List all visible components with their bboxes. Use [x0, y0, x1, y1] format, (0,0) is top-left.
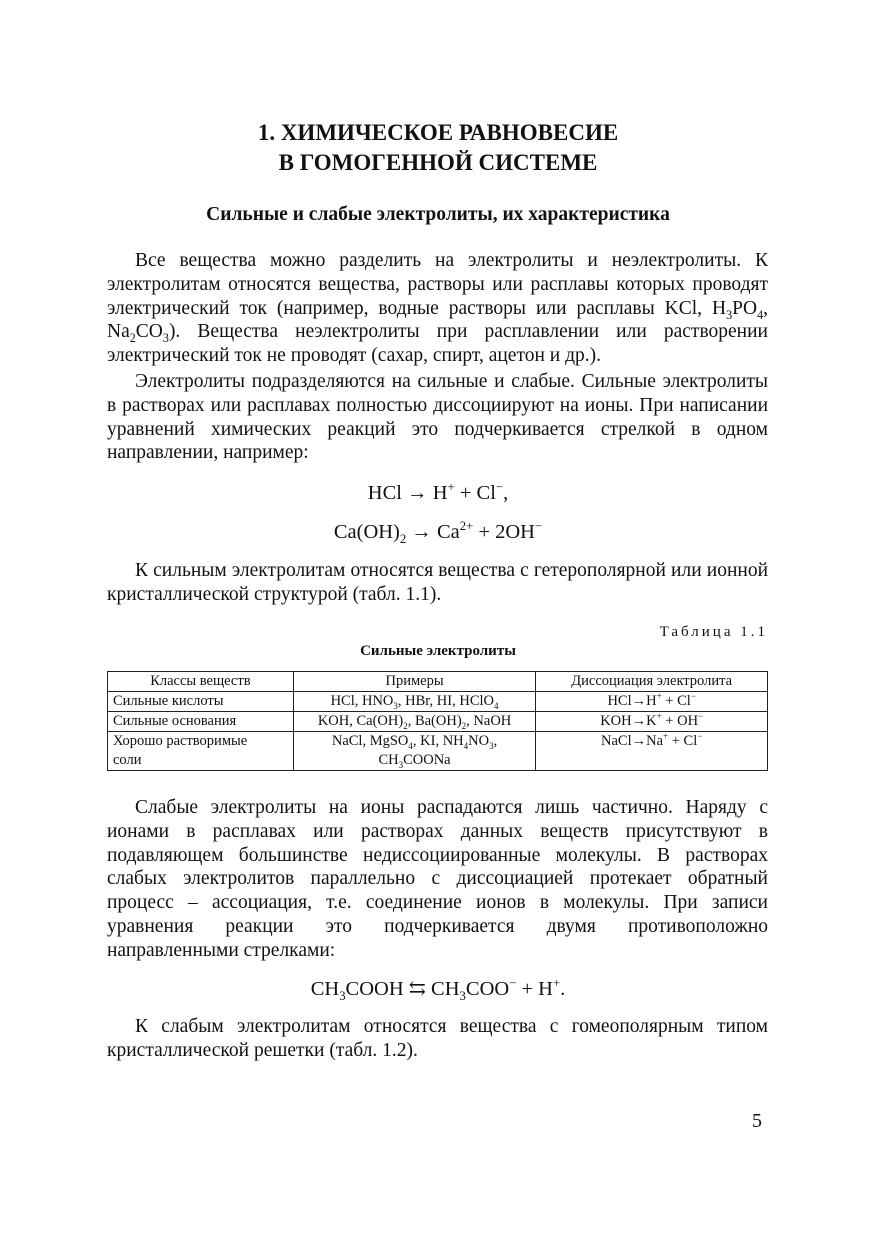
paragraph-5: К слабым электролитам относятся вещества с гомеополярным типом кристаллической решетки (табл. 1.2). [107, 1016, 768, 1061]
table-cell: NaCl→Na+ + Cl− [536, 732, 768, 771]
table-caption: Таблица 1.1 [659, 624, 768, 640]
chapter-title [0, 118, 876, 178]
table-row [108, 732, 768, 771]
strong-electrolytes-table [107, 671, 768, 771]
table-row [108, 692, 768, 712]
equation-acetic-acid: $CH_3COOH$ ⇆ $CH_3COO^- + H^+$. [310, 976, 566, 1004]
table-cell: HCl, $HNO_3$, HBr, HI, HClO$_4$ [293, 692, 536, 712]
equation-hcl: HCl → H+ + Cl−, [367, 480, 509, 504]
table-header: Диссоциация электролита [536, 672, 768, 692]
table-cell: KOH→K+ + OH− [536, 712, 768, 732]
page-number: 5 [752, 1110, 762, 1132]
table-header-row [108, 672, 768, 692]
table-cell: KOH, $Ca(OH)_2$, $Ba(OH)_2$, NaOH [293, 712, 536, 732]
table-cell: Хорошо растворимые соли [108, 732, 294, 771]
paragraph-3: К сильным электролитам относятся вещества с гетерополярной или ионной кристаллической структурой (табл. 1.1). [107, 560, 768, 605]
equation-caoh2: $Ca(OH)_2 \to Ca^{2+} + 2OH^-$ [333, 519, 543, 547]
table-cell: NaCl, MgSO$_4$, KI, $NH_4NO_3$, $CH_3COONa$ [293, 732, 536, 771]
table-title: Сильные электролиты [360, 643, 516, 659]
table-cell: Сильные кислоты [108, 692, 294, 712]
table-header: Примеры [293, 672, 536, 692]
table-cell: HCl→H+ + Cl− [536, 692, 768, 712]
chapter-title-line2: В ГОМОГЕННОЙ СИСТЕМЕ [278, 150, 598, 175]
paragraph-2: Электролиты подразделяются на сильные и слабые. Сильные электролиты в растворах или расплавах полностью диссоциируют на ионы. При написании уравнений химических реакций это подчеркивается стрелкой в одном направлении, например: [107, 371, 768, 464]
paragraph-4: Слабые электролиты на ионы распадаются лишь частично. Наряду с ионами в расплавах или растворах данных веществ присутствуют в подавляющем большинстве недиссоциированные молекулы. В растворах слабых электролитов параллельно с диссоциацией протекает обратный процесс – ассоциация, т.е. соединение ионов в молекулы. При записи уравнения реакции это подчеркивается двумя противоположно направленными стрелками: [107, 797, 768, 961]
table-row [108, 712, 768, 732]
table-header: Классы веществ [108, 672, 294, 692]
section-title: Сильные и слабые электролиты, их характеристика [206, 204, 670, 225]
paragraph-1: Все вещества можно разделить на электролиты и неэлектролиты. К электролитам относятся вещества, растворы или расплавы которых проводят электрический ток (например, водные растворы или расплавы KCl, $H_3PO_4$, $Na_2CO_3$). Вещества неэлектролиты при расплавлении или растворении электрический ток не проводят (сахар, спирт, ацетон и др.). [107, 250, 768, 367]
table-cell: Сильные основания [108, 712, 294, 732]
chapter-title-line1: 1. ХИМИЧЕСКОЕ РАВНОВЕСИЕ [257, 120, 619, 145]
